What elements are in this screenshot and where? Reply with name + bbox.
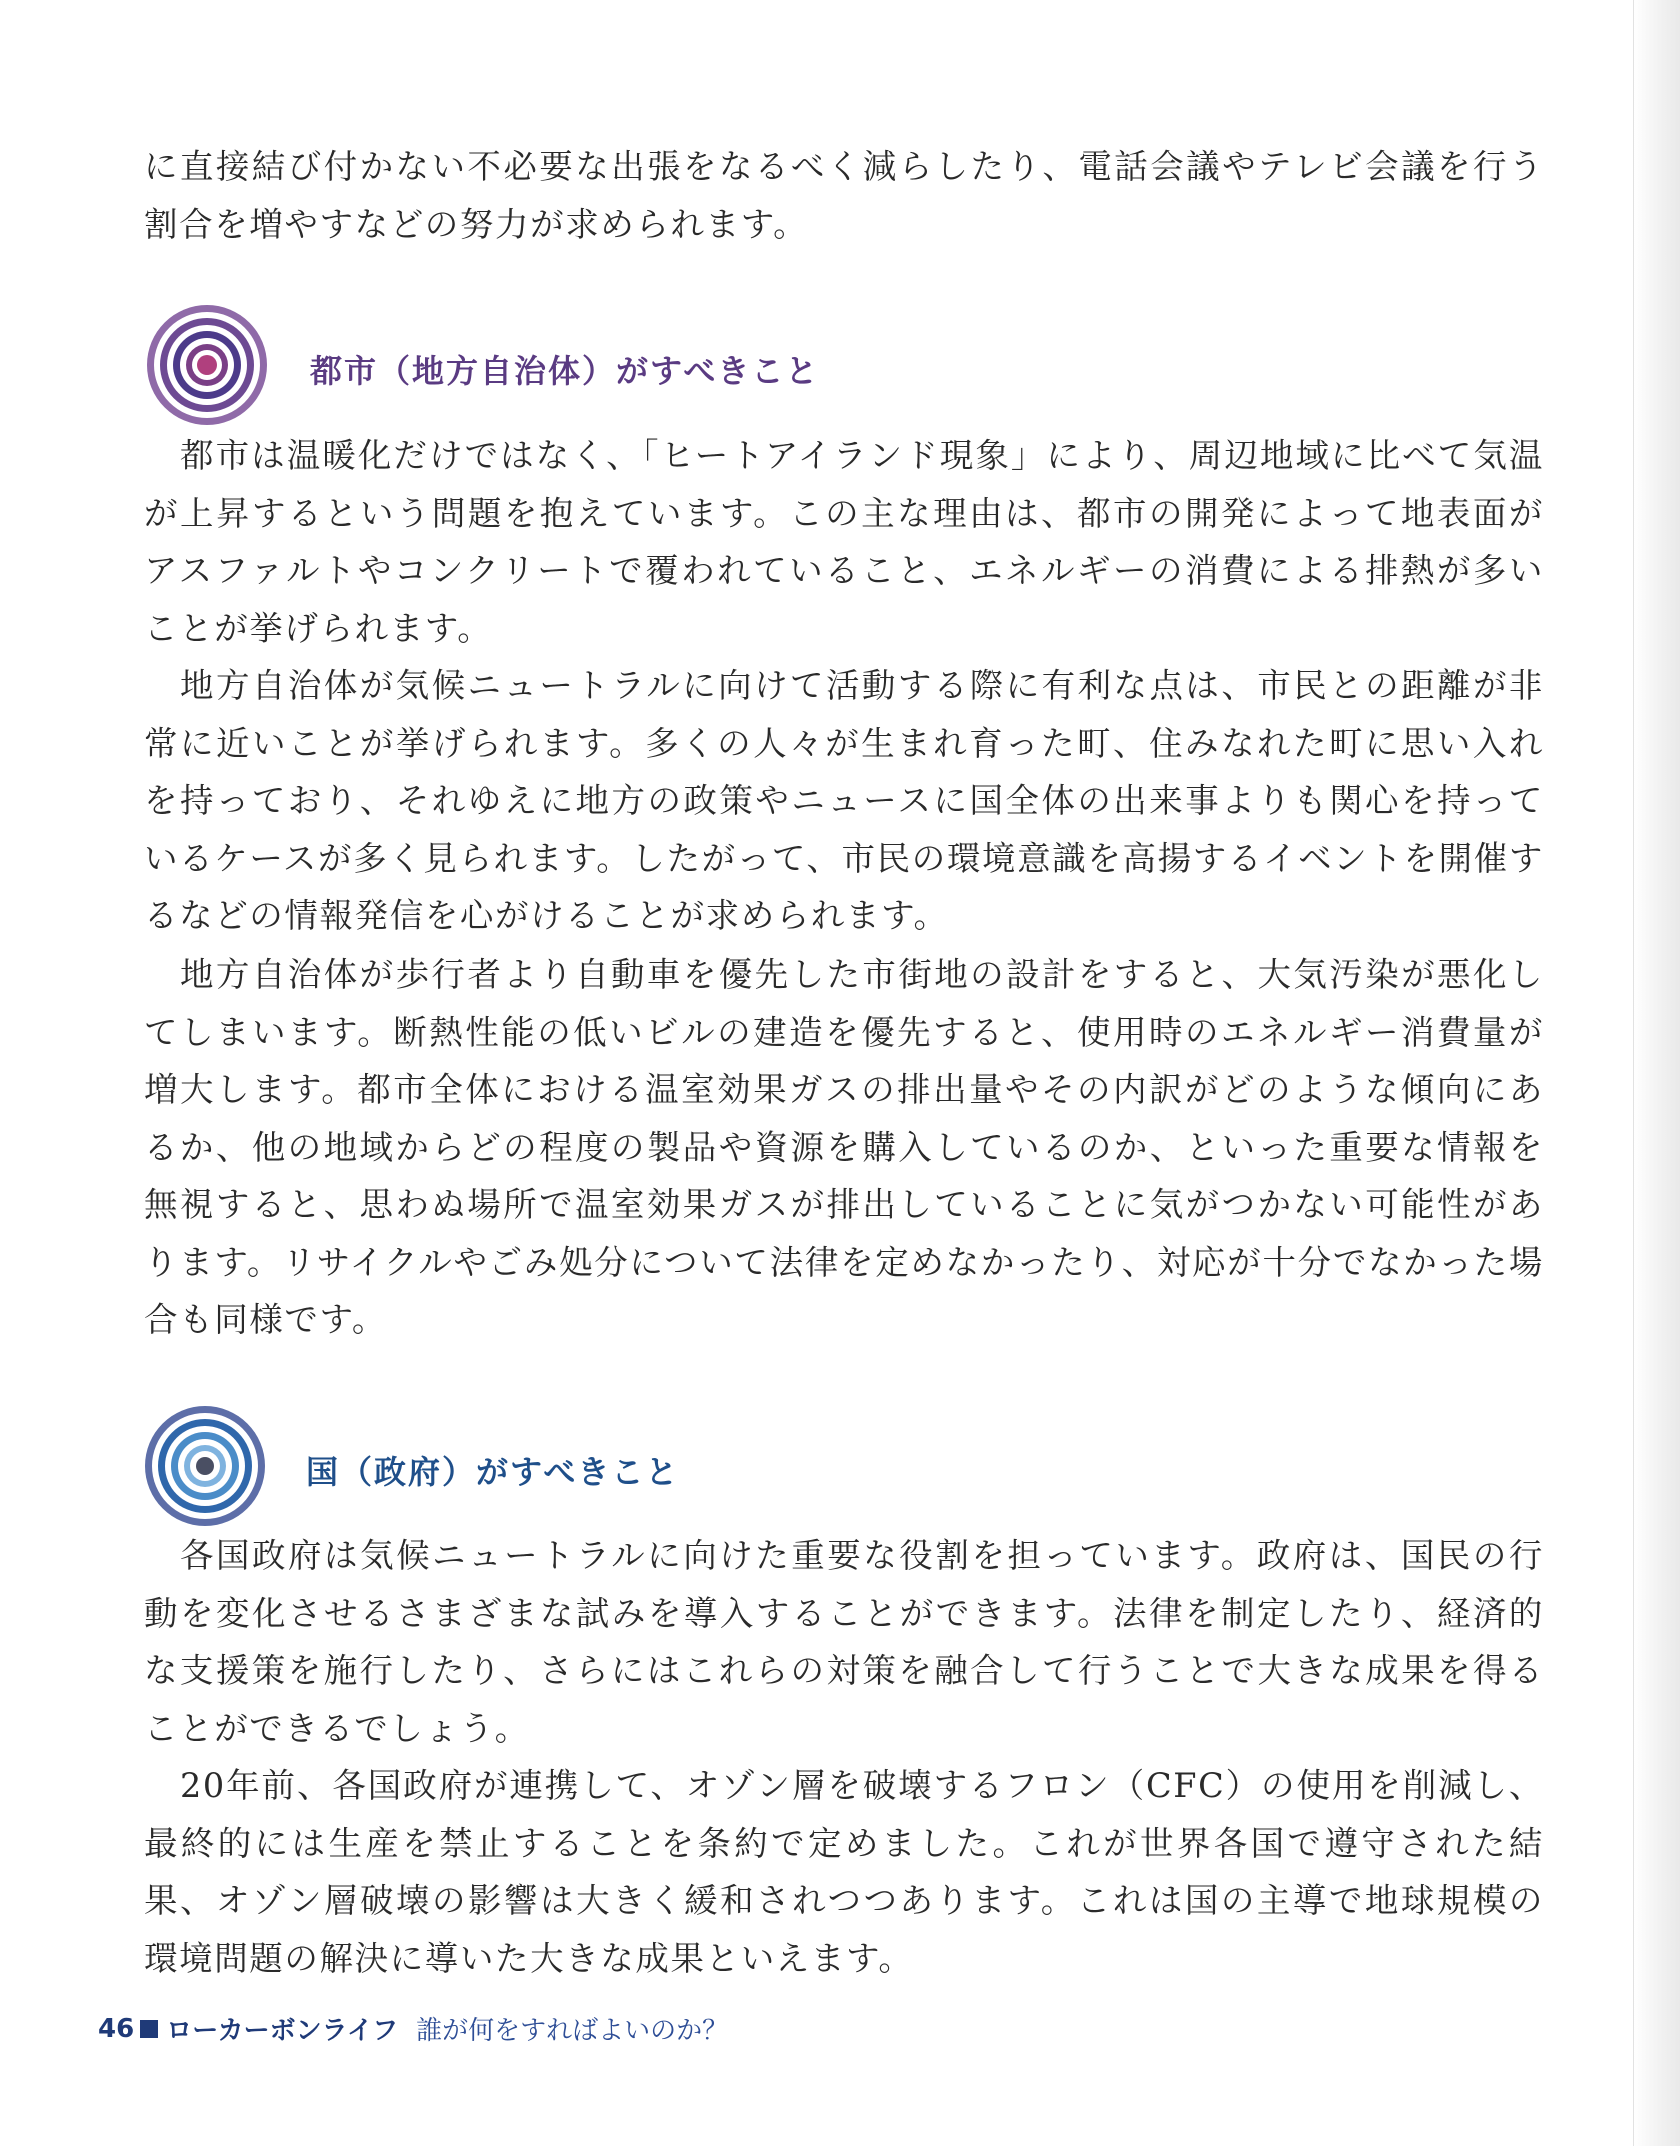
country-paragraph-2: 20年前、各国政府が連携して、オゾン層を破壊するフロン（CFC）の使用を削減し、最終的には生産を禁止することを条約で定めました。これが世界各国で遵守された結果、オゾン層破壊の影響は大きく緩和されつつあります。これは国の主導で地球規模の環境問題の解決に導いた大きな成果といえます。: [144, 1766, 1544, 1978]
section-title-country: 国（政府）がすべきこと: [306, 1453, 680, 1491]
section-title-city: 都市（地方自治体）がすべきこと: [310, 352, 820, 390]
square-bullet-icon: [140, 2020, 158, 2038]
country-paragraph-1: 各国政府は気候ニュートラルに向けた重要な役割を担っています。政府は、国民の行動を変化させるさまざまな試みを導入することができます。法律を制定したり、経済的な支援策を施行したり、さらにはこれらの対策を融合して行うことで大きな成果を得ることができるでしょう。: [144, 1536, 1544, 1748]
book-title: ローカーボンライフ: [166, 2016, 399, 2046]
city-paragraph-1: 都市は温暖化だけではなく、「ヒートアイランド現象」により、周辺地域に比べて気温が上昇するという問題を抱えています。この主な理由は、都市の開発によって地表面がアスファルトやコンクリートで覆われていること、エネルギーの消費による排熱が多いことが挙げられます。: [144, 436, 1544, 648]
concentric-circles-purple-icon: [145, 303, 269, 427]
page-number: 46: [98, 2013, 135, 2044]
city-paragraph-2: 地方自治体が気候ニュートラルに向けて活動する際に有利な点は、市民との距離が非常に近いことが挙げられます。多くの人々が生まれ育った町、住みなれた町に思い入れを持っており、それゆえに地方の政策やニュースに国全体の出来事よりも関心を持っているケースが多く見られます。したがって、市民の環境意識を高揚するイベントを開催するなどの情報発信を心がけることが求められます。: [144, 666, 1544, 935]
city-paragraph-3: 地方自治体が歩行者より自動車を優先した市街地の設計をすると、大気汚染が悪化してしまいます。断熱性能の低いビルの建造を優先すると、使用時のエネルギー消費量が増大します。都市全体における温室効果ガスの排出量やその内訳がどのような傾向にあるか、他の地域からどの程度の製品や資源を購入しているのか、といった重要な情報を無視すると、思わぬ場所で温室効果ガスが排出していることに気がつかない可能性があります。リサイクルやごみ処分について法律を定めなかったり、対応が十分でなかった場合も同様です。: [144, 955, 1544, 1339]
page-footer: [98, 2010, 728, 2047]
chapter-title: 誰が何をすればよいのか？: [416, 2016, 729, 2046]
intro-paragraph: に直接結び付かない不必要な出張をなるべく減らしたり、電話会議やテレビ会議を行う割合を増やすなどの努力が求められます。: [144, 147, 1544, 244]
concentric-circles-blue-icon: [143, 1404, 267, 1528]
page-edge-shadow: [1634, 0, 1680, 2146]
